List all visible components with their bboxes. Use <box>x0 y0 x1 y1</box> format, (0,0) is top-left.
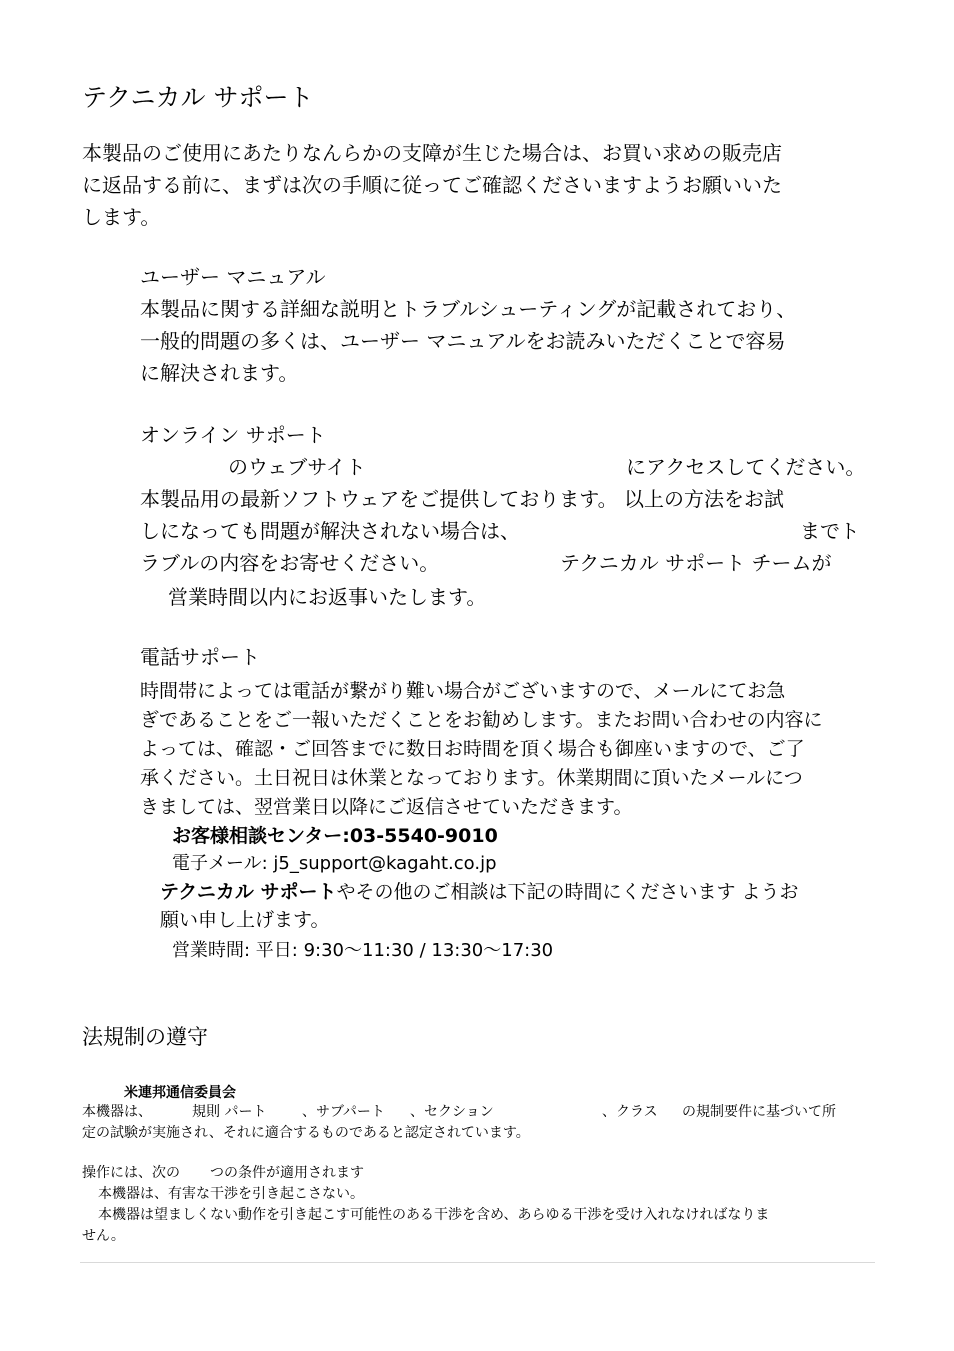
online-heading: オンライン サポート <box>140 423 326 447</box>
online-line-1a: のウェブサイト <box>228 455 366 479</box>
intro-line-3: します。 <box>82 205 161 229</box>
business-hours: 営業時間: 平日: 9:30～11:30 / 13:30～17:30 <box>172 940 554 961</box>
customer-center-phone: お客様相談センター:03-5540-9010 <box>172 825 498 847</box>
online-line-2: 本製品用の最新ソフトウェアをご提供しております。 以上の方法をお試 <box>140 487 784 511</box>
footer-divider <box>80 1262 875 1263</box>
online-line-3a: しになっても問題が解決されない場合は、 <box>140 519 520 543</box>
online-line-4b: テクニカル サポート チームが <box>560 551 832 575</box>
manual-line-1: 本製品に関する詳細な説明とトラブルシューティングが記載されており、 <box>140 297 797 321</box>
compliance-heading: 法規制の遵守 <box>82 1025 208 1049</box>
fcc-line-1b: 規則 パート <box>192 1104 267 1120</box>
op-item-2: 本機器は望ましくない動作を引き起こす可能性のある干渉を含め、あらゆる干渉を受け入れなければなりま <box>98 1207 770 1223</box>
fcc-line-1c: 、サブパート <box>302 1104 385 1120</box>
op-item-2-cont: せん。 <box>82 1228 125 1244</box>
fcc-line-1a: 本機器は、 <box>82 1104 152 1120</box>
fcc-line-2: 定の試験が実施され、それに適合するものであると認定されています。 <box>82 1125 530 1141</box>
intro-line-1: 本製品のご使用にあたりなんらかの支障が生じた場合は、お買い求めの販売店 <box>82 141 782 165</box>
manual-line-2: 一般的問題の多くは、ユーザー マニュアルをお読みいただくことで容易 <box>140 329 786 353</box>
phone-line-1: 時間帯によっては電話が繋がり難い場合がございますので、メールにてお急 <box>140 680 786 702</box>
tech-support-hours-line-2: 願い申し上げます。 <box>160 909 330 931</box>
fcc-line-1f: の規制要件に基づいて所 <box>682 1104 836 1120</box>
tech-support-label: テクニカル サポート <box>160 881 337 903</box>
online-line-1b: にアクセスしてください。 <box>626 455 866 479</box>
page-title: テクニカル サポート <box>82 83 314 112</box>
tech-support-hours-line-1 <box>160 878 799 906</box>
op-line-1b: つの条件が適用されます <box>210 1165 364 1181</box>
op-line-1a: 操作には、次の <box>82 1165 180 1181</box>
fcc-line-1d: 、セクション <box>410 1104 494 1120</box>
phone-line-5: きましては、翌営業日以降にご返信させていただきます。 <box>140 796 633 818</box>
fcc-line-1e: 、クラス <box>602 1104 658 1120</box>
online-line-4a: ラブルの内容をお寄せください。 <box>140 551 440 575</box>
manual-line-3: に解決されます。 <box>140 361 299 385</box>
online-line-5: 営業時間以内にお返事いたします。 <box>168 585 487 609</box>
intro-line-2: に返品する前に、まずは次の手順に従ってご確認くださいますようお願いいた <box>82 173 782 197</box>
manual-heading: ユーザー マニュアル <box>140 265 326 289</box>
phone-line-3: よっては、確認・ご回答までに数日お時間を頂く場合も御座いますので、ご了 <box>140 738 805 760</box>
phone-line-2: ぎであることをご一報いただくことをお勧めします。またお問い合わせの内容に <box>140 709 823 731</box>
fcc-title: 米連邦通信委員会 <box>124 1085 236 1101</box>
phone-line-4: 承ください。土日祝日は休業となっております。休業期間に頂いたメールにつ <box>140 767 803 789</box>
support-email[interactable]: 電子メール: j5_support@kagaht.co.jp <box>172 853 497 874</box>
online-line-3b: までト <box>800 519 860 543</box>
phone-heading: 電話サポート <box>140 645 260 669</box>
tech-support-text: やその他のご相談は下記の時間にくださいます ようお <box>336 881 799 903</box>
op-item-1: 本機器は、有害な干渉を引き起こさない。 <box>98 1186 364 1202</box>
